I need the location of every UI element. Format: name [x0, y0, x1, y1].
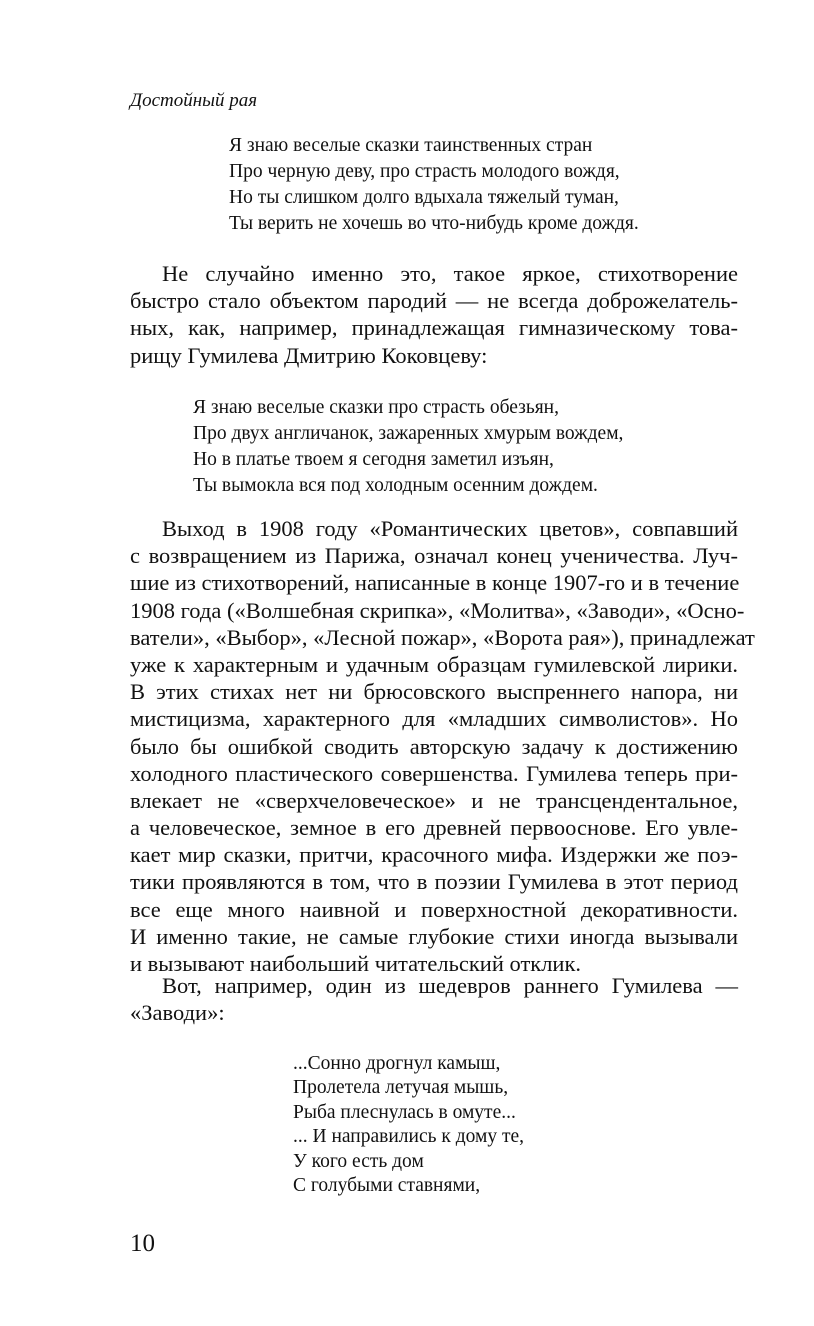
poem-quote-zavodi	[293, 1052, 524, 1198]
text-line: Выход в 1908 году «Романтических цветов», совпавший	[162, 516, 738, 541]
paragraph-zavodi-intro	[130, 972, 738, 1026]
poem-line: Пролетела летучая мышь,	[293, 1077, 509, 1099]
paragraph-parody-intro	[130, 260, 738, 369]
text-line: тики проявляются в том, что в поэзии Гумилева в этот период	[130, 869, 738, 895]
poem-line: Но в платье твоем я сегодня заметил изъян,	[193, 449, 554, 470]
text-line: шие из стихотворений, написанные в конце 1907-го и в течение	[130, 570, 740, 596]
text-line: 1908 года («Волшебная скрипка», «Молитва», «Заводи», «Осно-	[130, 597, 745, 623]
poem-quote-2	[193, 395, 623, 499]
text-line: ных, как, например, принадлежащая гимназическому това-	[130, 315, 738, 341]
text-line: рищу Гумилева Дмитрию Коковцеву:	[130, 342, 488, 368]
poem-line: Про черную деву, про страсть молодого вождя,	[229, 161, 620, 182]
poem-line: Рыба плеснулась в омуте...	[293, 1101, 516, 1123]
text-line: уже к характерным и удачным образцам гумилевской лирики.	[130, 651, 738, 677]
poem-line: У кого есть дом	[293, 1150, 424, 1172]
text-line: влекает не «сверхчеловеческое» и не трансцендентальное,	[130, 787, 738, 813]
poem-line: Ты верить не хочешь во что-нибудь кроме дождя.	[229, 213, 639, 234]
paragraph-romantic-flowers	[130, 515, 755, 977]
text-line: В этих стихах нет ни брюсовского выспреннего напора, ни	[130, 679, 738, 705]
poem-line: Но ты слишком долго вдыхала тяжелый туман,	[229, 187, 619, 208]
page-number: 10	[130, 1230, 155, 1257]
text-line: «Заводи»:	[130, 1000, 225, 1026]
text-line: холодного пластического совершенства. Гумилева теперь при-	[130, 760, 738, 786]
text-line: все еще много наивной и поверхностной декоративности.	[130, 896, 738, 922]
poem-line: ... И направились к дому те,	[293, 1126, 525, 1148]
text-line: ватели», «Выбор», «Лесной пожар», «Ворота рая»), принадлежат	[130, 624, 755, 650]
text-line: а человеческое, земное в его древней первооснове. Его увле-	[130, 815, 738, 841]
text-line: кает мир сказки, притчи, красочного мифа. Издержки же поэ-	[130, 842, 738, 868]
text-line: и вызывают наибольший читательский отклик.	[130, 951, 582, 976]
poem-line: Ты вымокла вся под холодным осенним дождем.	[193, 475, 598, 496]
running-title: Достойный рая	[130, 90, 258, 111]
poem-line: Я знаю веселые сказки про страсть обезьян,	[193, 397, 559, 418]
poem-line: ...Сонно дрогнул камыш,	[293, 1053, 501, 1074]
poem-line: Про двух англичанок, зажаренных хмурым вождем,	[193, 423, 624, 444]
text-line: быстро стало объектом пародий — не всегда доброжелатель-	[130, 288, 738, 314]
text-line: мистицизма, характерного для «младших символистов». Но	[130, 706, 738, 732]
text-line: с возвращением из Парижа, означал конец ученичества. Луч-	[130, 543, 738, 569]
poem-line: Я знаю веселые сказки таинственных стран	[229, 135, 593, 156]
text-line: Вот, например, один из шедевров раннего Гумилева —	[162, 973, 738, 998]
text-line: И именно такие, не самые глубокие стихи иногда вызывали	[130, 923, 738, 949]
text-line: было бы ошибкой сводить авторскую задачу к достижению	[130, 733, 738, 759]
text-line: Не случайно именно это, такое яркое, стихотворение	[162, 261, 738, 286]
poem-quote-1	[229, 133, 639, 237]
poem-line: С голубыми ставнями,	[293, 1174, 481, 1196]
